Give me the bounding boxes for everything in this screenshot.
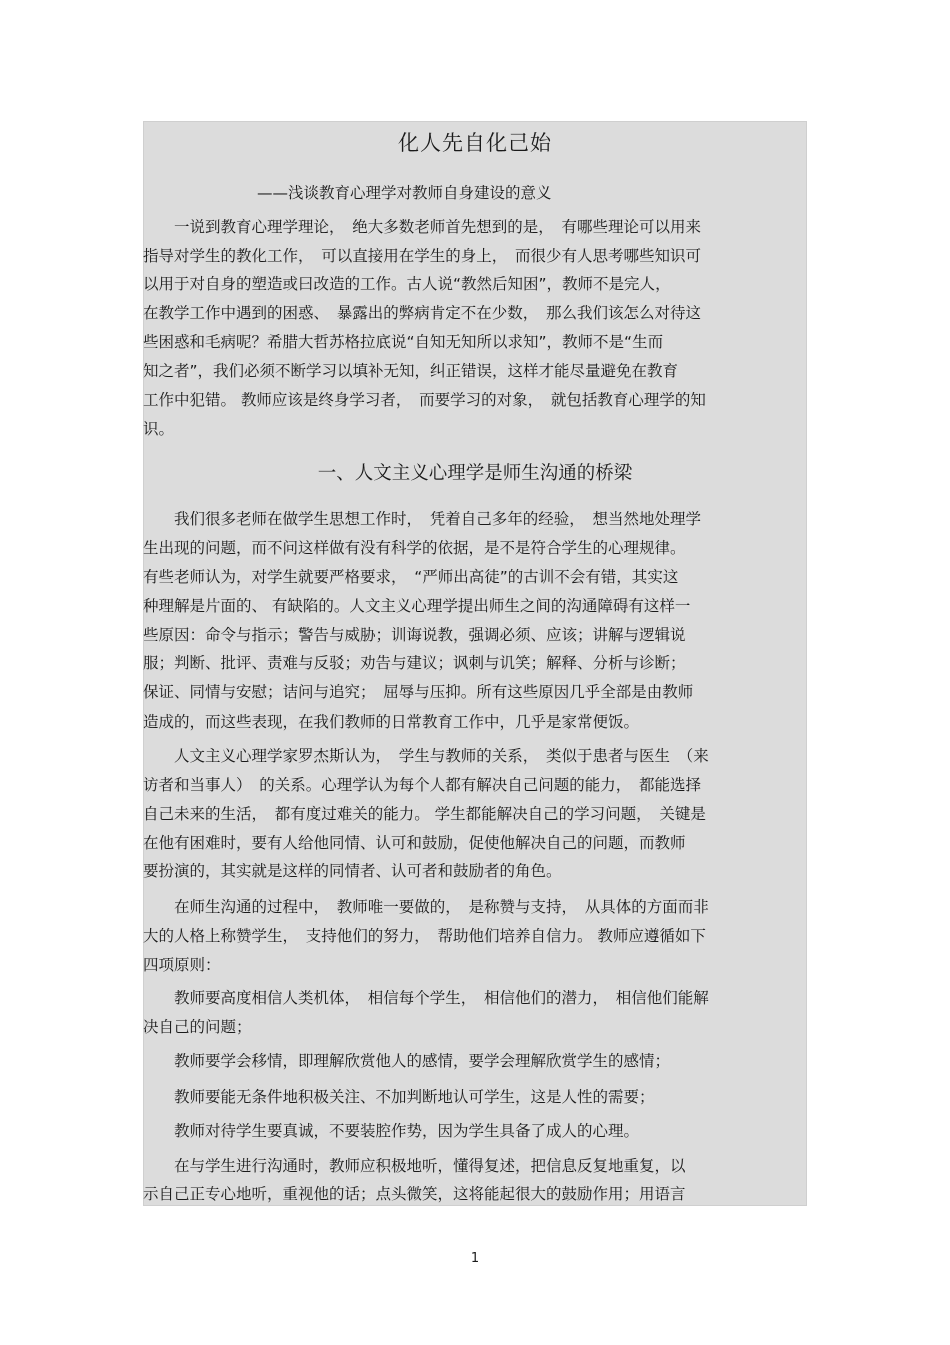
body-line: 大的人格上称赞学生， 支持他们的努力， 帮助他们培养自信力。 教师应遵循如下 xyxy=(143,927,706,945)
document-subtitle: ——浅谈教育心理学对教师自身建设的意义 xyxy=(257,184,552,202)
body-line: 四项原则： xyxy=(143,956,221,974)
body-line: 在与学生进行沟通时，教师应积极地听，懂得复述，把信息反复地重复，以 xyxy=(143,1157,686,1175)
body-line: 自己未来的生活， 都有度过难关的能力。 学生都能解决自己的学习问题， 关键是 xyxy=(143,805,706,823)
document-title: 化人先自化己始 xyxy=(398,131,552,155)
body-line: 要扮演的，其实就是这样的同情者、认可者和鼓励者的角色。 xyxy=(143,862,562,880)
intro-line: 指导对学生的教化工作， 可以直接用在学生的身上， 而很少有人思考哪些知识可 xyxy=(143,247,702,265)
body-line: 有些老师认为，对学生就要严格要求， “严师出高徒”的古训不会有错，其实这 xyxy=(143,568,679,586)
body-line: 生出现的问题，而不问这样做有没有科学的依据，是不是符合学生的心理规律。 xyxy=(143,539,686,557)
intro-line: 以用于对自身的塑造或曰改造的工作。古人说“教然后知困”，教师不是完人， xyxy=(143,275,671,293)
intro-line: 工作中犯错。 教师应该是终身学习者， 而要学习的对象， 就包括教育心理学的知 xyxy=(143,391,706,409)
intro-line: 些困惑和毛病呢？希腊大哲苏格拉底说“自知无知所以求知”，教师不是“生而 xyxy=(143,333,664,351)
body-line: 些原因：命令与指示；警告与威胁；训诲说教，强调必须、应该；讲解与逻辑说 xyxy=(143,626,686,644)
intro-line: 知之者”，我们必须不断学习以填补无知，纠正错误，这样才能尽量避免在教育 xyxy=(143,362,679,380)
body-line: 种理解是片面的、 有缺陷的。人文主义心理学提出师生之间的沟通障碍有这样一 xyxy=(143,597,691,615)
body-line: 我们很多老师在做学生思想工作时， 凭着自己多年的经验， 想当然地处理学 xyxy=(143,510,702,528)
body-line: 教师要高度相信人类机体， 相信每个学生， 相信他们的潜力， 相信他们能解 xyxy=(143,989,709,1007)
body-line: 教师对待学生要真诚，不要装腔作势，因为学生具备了成人的心理。 xyxy=(143,1122,640,1140)
body-line: 在师生沟通的过程中， 教师唯一要做的， 是称赞与支持， 从具体的方面而非 xyxy=(143,898,709,916)
body-line: 服；判断、批评、责难与反驳；劝告与建议；讽刺与讥笑；解释、分析与诊断； xyxy=(143,654,686,672)
page-number: 1 xyxy=(470,1251,480,1266)
body-line: 保证、同情与安慰；诘问与追究； 屈辱与压抑。所有这些原因几乎全部是由教师 xyxy=(143,683,694,701)
intro-line: 识。 xyxy=(143,420,175,438)
intro-line: 在教学工作中遇到的困惑、 暴露出的弊病肯定不在少数， 那么我们该怎么对待这 xyxy=(143,304,702,322)
body-line: 访者和当事人） 的关系。心理学认为每个人都有解决自己问题的能力， 都能选择 xyxy=(143,776,702,794)
body-line: 人文主义心理学家罗杰斯认为， 学生与教师的关系， 类似于患者与医生 （来 xyxy=(143,747,709,765)
body-line: 在他有困难时，要有人给他同情、认可和鼓励，促使他解决自己的问题，而教师 xyxy=(143,834,686,852)
section-heading: 一、人文主义心理学是师生沟通的桥梁 xyxy=(317,463,633,484)
body-line: 决自己的问题； xyxy=(143,1018,252,1036)
body-line: 示自己正专心地听，重视他的话；点头微笑，这将能起很大的鼓励作用；用语言 xyxy=(143,1185,686,1203)
body-line: 造成的，而这些表现，在我们教师的日常教育工作中，几乎是家常便饭。 xyxy=(143,713,640,731)
intro-line: 一说到教育心理学理论， 绝大多数老师首先想到的是， 有哪些理论可以用来 xyxy=(143,218,702,236)
body-line: 教师要能无条件地积极关注、不加判断地认可学生，这是人性的需要； xyxy=(143,1088,655,1106)
body-line: 教师要学会移情，即理解欣赏他人的感情，要学会理解欣赏学生的感情； xyxy=(143,1052,671,1070)
